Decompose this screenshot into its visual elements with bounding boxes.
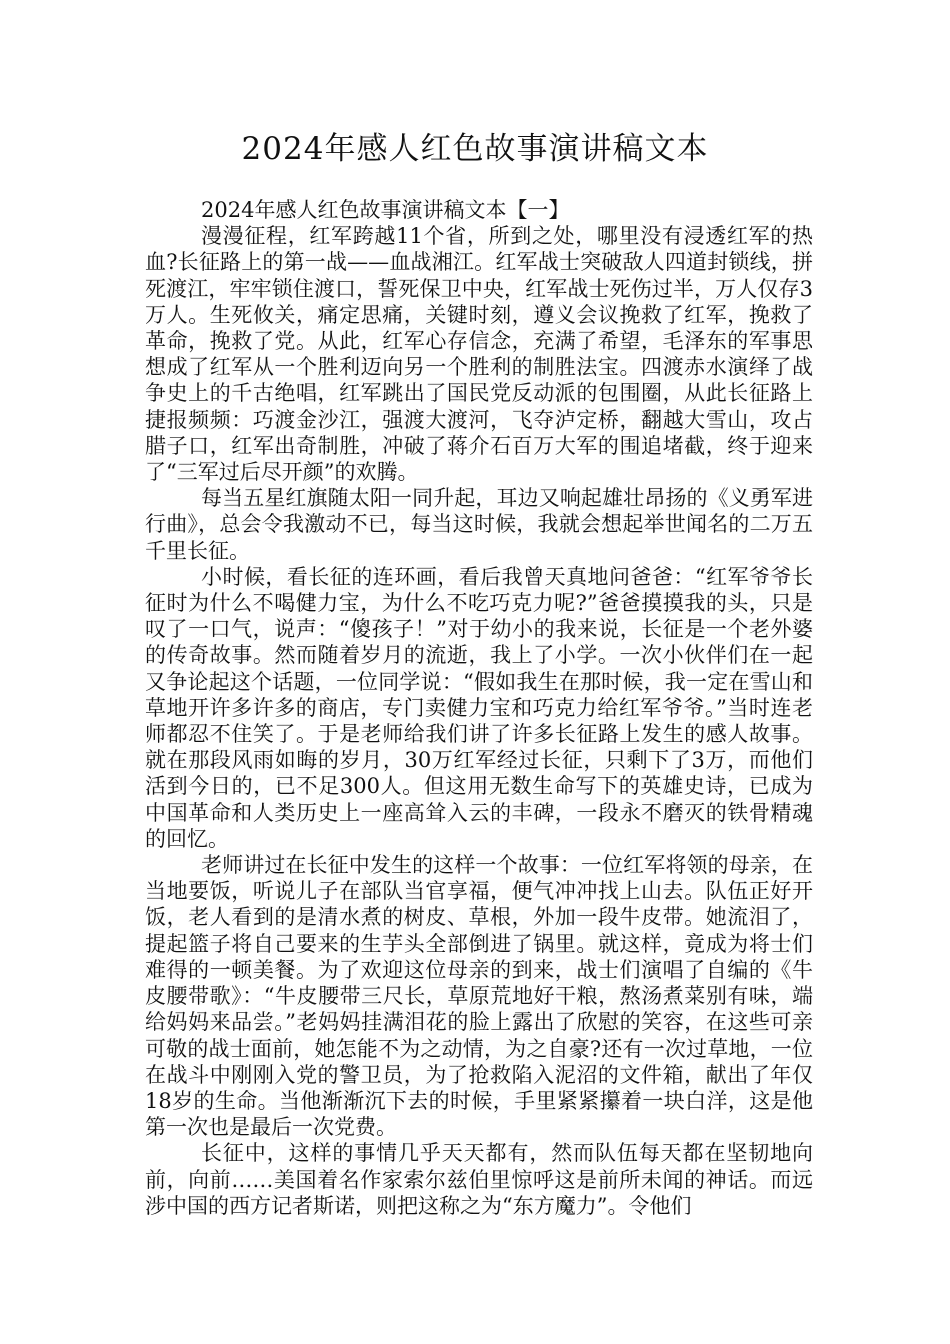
section-heading: 2024年感人红色故事演讲稿文本【一】 bbox=[201, 198, 570, 222]
document-title: 2024年感人红色故事演讲稿文本 bbox=[241, 131, 709, 167]
paragraph-5: 长征中，这样的事情几乎天天都有，然而队伍每天都在坚韧地向前，向前……美国着名作家索尔兹伯里惊呼这是前所未闻的神话。而远涉中国的西方记者斯诺，则把这称之为“东方魔力”。令他们 bbox=[145, 1141, 813, 1218]
paragraph-2: 每当五星红旗随太阳一同升起，耳边又响起雄壮昂扬的《义勇军进行曲》，总会令我激动不已，每当这时候，我就会想起举世闻名的二万五千里长征。 bbox=[145, 486, 813, 563]
paragraph-3: 小时候，看长征的连环画，看后我曾天真地问爸爸：“红军爷爷长征时为什么不喝健力宝，为什么不吃巧克力呢?”爸爸摸摸我的头，只是叹了一口气，说声：“傻孩子！”对于幼小的我来说，长征是一个老外婆的传奇故事。然而随着岁月的流逝，我上了小学。一次小伙伴们在一起又争论起这个话题，一位同学说：“假如我生在那时候，我一定在雪山和草地开许多许多的商店，专门卖健力宝和巧克力给红军爷爷。”当时连老师都忍不住笑了。于是老师给我们讲了许多长征路上发生的感人故事。就在那段风雨如晦的岁月，30万红军经过长征，只剩下了3万，而他们活到今日的，已不足300人。但这用无数生命写下的英雄史诗，已成为中国革命和人类历史上一座高耸入云的丰碑，一段永不磨灭的铁骨精魂的回忆。 bbox=[145, 564, 813, 851]
document-body bbox=[145, 197, 813, 1219]
paragraph-4: 老师讲过在长征中发生的这样一个故事：一位红军将领的母亲，在当地要饭，听说儿子在部队当官享福，便气冲冲找上山去。队伍正好开饭，老人看到的是清水煮的树皮、草根，外加一段牛皮带。她流泪了，提起篮子将自己要来的生芋头全部倒进了锅里。就这样，竟成为将士们难得的一顿美餐。为了欢迎这位母亲的到来，战士们演唱了自编的《牛皮腰带歌》：“牛皮腰带三尺长，草原荒地好干粮，熬汤煮菜别有味，端给妈妈来品尝。”老妈妈挂满泪花的脸上露出了欣慰的笑容，在这些可亲可敬的战士面前，她怎能不为之动情，为之自豪?还有一次过草地，一位在战斗中刚刚入党的警卫员，为了抢救陷入泥沼的文件箱，献出了年仅18岁的生命。当他渐渐沉下去的时候，手里紧紧攥着一块白洋，这是他第一次也是最后一次党费。 bbox=[145, 853, 813, 1140]
paragraph-1: 漫漫征程，红军跨越11个省，所到之处，哪里没有浸透红军的热血?长征路上的第一战——血战湘江。红军战士突破敌人四道封锁线，拼死渡江，牢牢锁住渡口，誓死保卫中央，红军战士死伤过半，万人仅存3万人。生死攸关，痛定思痛，关键时刻，遵义会议挽救了红军，挽救了革命，挽救了党。从此，红军心存信念，充满了希望，毛泽东的军事思想成了红军从一个胜利迈向另一个胜利的制胜法宝。四渡赤水演绎了战争史上的千古绝唱，红军跳出了国民党反动派的包围圈，从此长征路上捷报频频：巧渡金沙江，强渡大渡河，飞夺泸定桥，翻越大雪山，攻占腊子口，红军出奇制胜，冲破了蒋介石百万大军的围追堵截，终于迎来了“三军过后尽开颜”的欢腾。 bbox=[145, 224, 813, 485]
